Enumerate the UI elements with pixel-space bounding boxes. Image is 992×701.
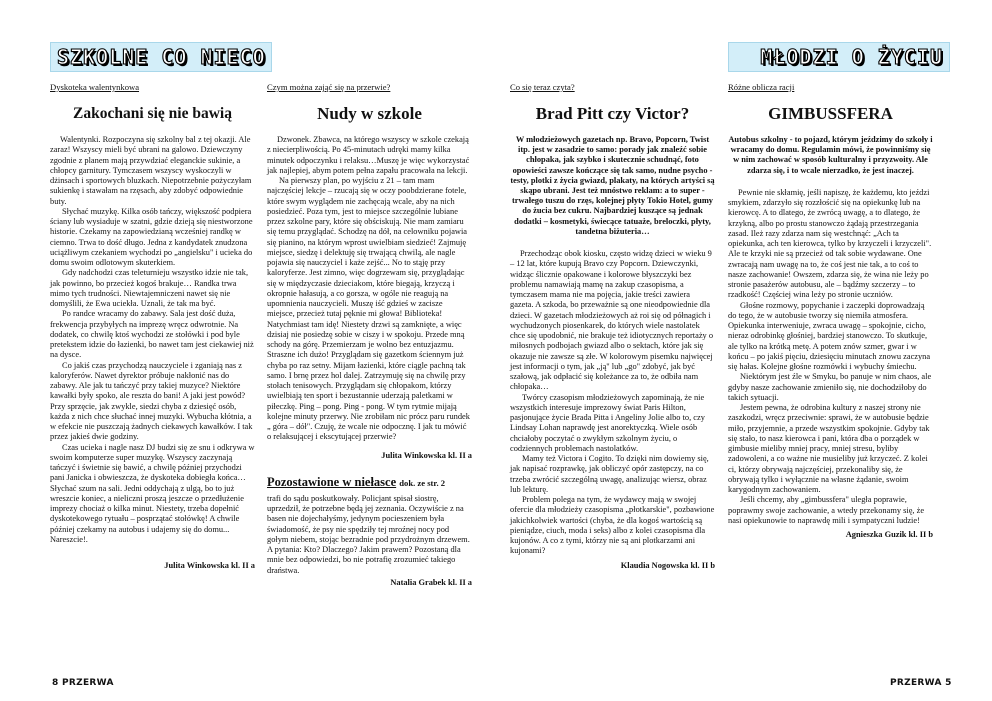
article-paragraph: Czas ucieka i nagle nasz DJ budzi się ze snu i odkrywa w swoim komputerze super muzykę. Wszyscy zaczynają tańczyć i świetnie się bawić, a chwilę później przychodzi pani Janicka i obwieszcza, że dyskoteka dobiegła końca… Słychać szum na sali. Jedni oddychają z ulgą, bo to już wreszcie koniec, a nieliczni proszą jeszcze o przedłużenie imprezy chociaż o kilka minut. Niestety, trzeba dopełnić dyskotekowego rytuału – posprzątać stołówkę! A chwile później czekamy na autobus i udajemy się do domu... Nareszcie!. — [50, 442, 255, 544]
article-paragraph: Na pierwszy plan, po wyjściu z 21 – tam mam najczęściej lekcje – rzucają się w oczy poobdzierane fotele, które swym wyglądem nie zachęcają wcale, aby na nich posiedzieć. Poza tym, jest to miejsce szczególnie lubiane przez szkolne pary, które się obściskują. Nie mam zamiaru się temu przyglądać. Schodzę na dół, na celowniku pojawia się pianino, na którym wprost uwielbiam siedzieć! Zajmuję miejsce, siedzę i delektuję się trwającą chwilą, ale nagle pojawia się nauczyciel i każe zejść... No to stąję przy kaloryferze. Jest zimno, więc dogrzewam się, przyglądając się w międzyczasie dzieciakom, które biegają, krzyczą i okropnie hałasują, a co gorsza, w ogóle nie reagują na upomnienia nauczycieli. Muszę iść gdzieś w zacisze miejsce, przecież tutaj pęknie mi głowa! Biblioteka! Natychmiast tam idę! Niestety drzwi są zamknięte, a więc dzisiaj nie posiedzę sobie w ciszy i w spokoju. Przede mną schody na górę. Przemierzam je wolno bez entuzjazmu. Straszne ich dużo! Przyglądam się gazetkom ściennym już chyba po raz setny. Mijam łazienki, które ciągle pachną tak samo. I brnę przez hol dalej. Zatrzymuję się na chwilę przy stołach tenisowych. Przyglądam się chłopakom, którzy uwielbiają ten sport i bezustannie uderzają paletkami w piłeczkę. Ping – pong. Ping - pong. W tym rytmie mijają kolejne minuty przerwy. Nie zrobiłam nic prócz paru rundek „ góra – dół". Czuję, że wcale nie odpocznę. I jak tu mówić o relaksującej i ekscytującej przerwie? — [267, 176, 470, 442]
article-signature: Julita Winkowska kl. II a — [381, 450, 472, 460]
article-paragraph: Problem polega na tym, że wydawcy mają w swojej ofercie dla młodzieży czasopisma „płotkarskie", pozbawione jakichkolwiek wartości (chyba, że dla kogoś wartością są pieniądze, ciuch, moda i seks) albo z kolei czasopisma dla kujonów. A co z tymi, którzy nie są ani plotkarzami ani kujonami? — [510, 495, 715, 556]
article-column-1 — [50, 82, 255, 571]
article-lead: Autobus szkolny - to pojazd, którym jeździmy do szkoły i wracamy do domu. Regulamin mówi, że powinniśmy się w nim zachować w sposób kulturalny i przyzwoity. Ale zdarza się, i to wcale nierzadko, że jest inaczej. — [728, 135, 933, 175]
article-body — [267, 135, 472, 443]
article-headline: Nudy w szkole — [317, 104, 422, 123]
article-paragraph: Co jakiś czas przychodzą nauczyciele i zganiają nas z kaloryferów. Nawet dyrektor próbuje nakłonić nas do zabawy. Ale jak tu tańczyć przy takiej muzyce? Niektóre kawałki były spoko, ale reszta do bani! A jaki jest powód? Przy sprzęcie, jak zwykle, siedzi chyba z dziesięć osób, każda z nich chce słuchać innej muzyki. Wybucha kłótnia, a w efekcie nie puszczają żadnych ciekawych kawałków. I tak przez jakieś dwie godziny. — [50, 360, 253, 442]
article-kicker: Co się teraz czyta? — [510, 82, 575, 92]
article-paragraph: Jestem pewna, że odrobina kultury z naszej strony nie zaszkodzi, wręcz przeciwnie: sprawi, że w autobusie będzie miło, przyjemnie, a przede wszystkim spokojnie. Gdyby tak się stało, to nasz kierowca i pani, która dba o porządek w gimbusie mieliby mniej pracy, mniej stresu, byliby zadowoleni, a co ważne nie musieliby już krzyczeć. Z kolei ci, którzy obrywają najczęściej, przekonaliby się, że obrywają tylko i wyłącznie na własne żądanie, swoim karygodnym zachowaniem. — [728, 403, 930, 495]
article-body — [728, 188, 933, 526]
section-banner-left — [50, 42, 272, 72]
article-paragraph: Słychać muzykę. Kilka osób tańczy, większość podpiera ściany lub wysiaduje w szatni, gdzie dzieją się niestworzone historie. Czekamy na zapowiedzianą wcześniej randkę w ciemno. Trwa to dość długo. Jedna z kandydatek znudzona uciążliwym czekaniem wychodzi po „angielsku" i ucieka do domu swoim odlotowym skuterkiem. — [50, 206, 253, 267]
article-paragraph: Twórcy czasopism młodzieżowych zapominają, że nie wszystkich interesuje imprezowy świat Paris Hilton, pasjonujące życie Brada Pitta i Angeliny Jolie albo to, czy Lindsay Lohan naprawdę jest anorektyczką. Wiele osób chciałoby poczytać o zwykłym szkolnym życiu, o codziennych problemach nastolatków. — [510, 392, 705, 453]
article-headline: Brad Pitt czy Victor? — [535, 104, 690, 123]
article-kicker: Czym można zająć się na przerwie? — [267, 82, 391, 92]
article-paragraph: Pewnie nie skłamię, jeśli napiszę, że każdemu, kto jeździ smykiem, zdarzyło się rozzłościć się na opiekunkę lub na kierowcę. A to dlatego, że zwrócą uwagę, a to dlatego, że krzykną, albo po prostu stanowczo żądają przestrzegania zasad. Ileż razy zdarza nam się westchnąć: „Ach ta opiekunka, ach ten kierowca, tylko by krzyczeli i krzyczeli". Ale te krzyki nie są przecież od tak sobie wydawane. One zwracają nam uwagę na to, że coś jest nie tak, a to coś to nasze zachowanie! Owszem, zdarza się, że wina nie leży po stronie pasażerów autobusu, ale – bądźmy szczerzy – to rzadkość! Częściej wina leży po stronie uczniów. — [728, 187, 932, 300]
article-column-2 — [267, 82, 472, 588]
article-paragraph: Walentynki. Rozpoczyna się szkolny bal z tej okazji. Ale zaraz! Wszyscy mieli być ubrani na galowo. Dziewczyny zgodnie z planem mają przywdziać eleganckie sukinie, a chłopcy garnitury. Tymczasem wszyscy wyskoczyli w dżinsach i sportowych bluzkach. Niepotrzebnie pożyczyłam sukienkę i stawałam na rzęsach, aby zdobyć odpowiednie buty. — [50, 135, 252, 206]
article-paragraph: Niektórym jest źle w Smyku, bo panuje w nim chaos, ale gdyby nasze zachowanie zmieniło się, nie dochodziłoby do takich sytuacji. — [728, 372, 932, 402]
article-paragraph: Mamy też Victora i Cogito. To dzięki nim dowiemy się, jak napisać rozprawkę, jak obliczyć opór zastępczy, na co trzeba zwrócić szczególną uwagę, analizując wiersz, obraz lub lekturę. — [510, 454, 709, 494]
article-headline: Zakochani się nie bawią — [73, 105, 232, 122]
article-lead: W młodzieżowych gazetach np. Bravo, Popcorn, Twist itp. jest w zasadzie to samo: porady jak znaleźć sobie chłopaka, jak szybko i skutecznie schudnąć, foto opowieści zawsze kończące się tak samo, nudne psycho - testy, plotki z życia gwiazd, plakaty, na których artyści są skąpo ubrani. Jest też mnóstwo reklam: a to super - trwałego tuszu do rzęs, kolejnej płyty Tokio Hotel, gumy do żucia bez cukru. Najbardziej kuszące są jednak dodatki – kosmetyki, świecące tatuaże, breloczki, płyty, tandetna biżuteria… — [510, 135, 715, 236]
section-banner-right — [728, 42, 950, 72]
continuation-title — [267, 475, 472, 490]
article-paragraph: Przechodząc obok kiosku, często widzę dzieci w wieku 9 – 12 lat, które kupują Bravo czy Popcorn. Dziewczynki, widząc ślicznie opakowane i kolorowe błyszczyki bez problemu namawiają mamę na zakup czasopisma, a tymczasem mama nie ma pojęcia, jakie treści zawiera gazeta. A szkoda, bo przeważnie są one nieodpowiednie dla dzieci. W gazetach młodzieżowych aż roi się od półnagich i wychudzonych piosenkarek, do których wiele nastolatek chce się upodobnić, nie brakuje też idiotycznych reportaży o miłosnych podbojach gwiazd albo o sektach, które jak się okazuje nie zawsze są złe. W kolorowym pisemku najwięcej jest informacji o tym, jak „ją" lub „go" zdobyć, jak być szałową, jak odpłacić się koleżance za to, że odbiła nam chłopaka… — [510, 249, 714, 392]
page-footer-left: 8 PRZERWA — [52, 678, 114, 688]
article-body — [510, 249, 715, 557]
continuation-page-ref: dok. ze str. 2 — [399, 477, 446, 488]
article-signature: Klaudia Nogowska kl. II b — [620, 560, 715, 570]
article-paragraph: Jeśli chcemy, aby „gimbussfera" uległa poprawie, poprawmy swoje zachowanie, a wtedy przekonamy się, że nasi opiekunowie to naprawdę mili i sympatyczni ludzie! — [728, 495, 925, 525]
page-footer-right: PRZERWA 5 — [890, 678, 952, 688]
continuation-body — [267, 494, 472, 576]
article-paragraph: Gdy nadchodzi czas teleturnieju wszystko idzie nie tak, jak powinno, bo przecież kogoś brakuje… Randka trwa mimo tych trudności. Niewtajemniczeni nawet się nie domyślili, że Ewa uciekła. Uznali, że tak ma być. — [50, 268, 249, 308]
article-kicker: Dyskoteka walentynkowa — [50, 82, 140, 92]
continuation-title-text: Pozostawione w niełasce — [267, 474, 397, 489]
article-paragraph: Po randce wracamy do zabawy. Sala jest dość duża, frekwencja przybyłych na imprezę wręcz odwrotnie. Na dodatek, co chwilę ktoś wychodzi ze stołówki i pod byle pretekstem idzie do łazienki, bo nawet tam jest ciekawiej niż na dysce. — [50, 309, 254, 360]
section-banner-right-text: MŁODZI O ŻYCIU — [760, 45, 943, 69]
article-headline: GIMBUSSFERA — [768, 104, 893, 123]
article-kicker: Różne oblicza racji — [728, 82, 795, 92]
section-banner-left-text: SZKOLNE CO NIECO — [57, 45, 266, 69]
article-paragraph: trafi do sądu poskutkowały. Policjant spisał siostrę, uprzedził, że potrzebne będą jej zeznania. Oczywiście z na basen nie dojechałyśmy, jedynym pocieszeniem była świadomość, że psy nie spędziły tej mroźnej nocy pod gołym niebem, stojąc bezradnie pod przydrożnym drzewem. A pytania: Kto? Dlaczego? Jakim prawem? Pozostaną dla mnie bez odpowiedzi, bo nie potrafię zrozumieć takiego draństwa. — [267, 493, 470, 575]
article-signature: Natalia Grabek kl. II a — [390, 577, 472, 587]
article-signature: Julita Winkowska kl. II a — [164, 561, 255, 570]
article-paragraph: Głośne rozmowy, popychanie i zaczepki doprowadzają do tego, że w autobusie tworzy się niemiła atmosfera. Opiekunka interweniuje, zwraca uwagę – spokojnie, cicho, nieraz odrobinkę głośniej, bardziej stanowczo. To skutkuje, ale tylko na krótką metę. A potem znów szmer, gwar i w końcu – po jakiś pięciu, dziesięciu minutach znowu zaczyna się hałas. Kolejne głośne rozmówki i wybuchy śmiechu. — [728, 300, 931, 372]
article-column-3 — [510, 82, 715, 571]
article-signature: Agnieszka Guzik kl. II b — [845, 530, 933, 540]
article-paragraph: Dzwonek. Zbawca, na którego wszyscy w szkole czekają z niecierpliwością. Po 45-minutach udręki mamy kilka minutek odpoczynku i relaksu…Muszę je więc wykorzystać jak najlepiej, abym potem pełna zapału pracowała na lekcji. — [267, 135, 470, 175]
article-column-4 — [728, 82, 933, 540]
article-body — [50, 135, 255, 545]
